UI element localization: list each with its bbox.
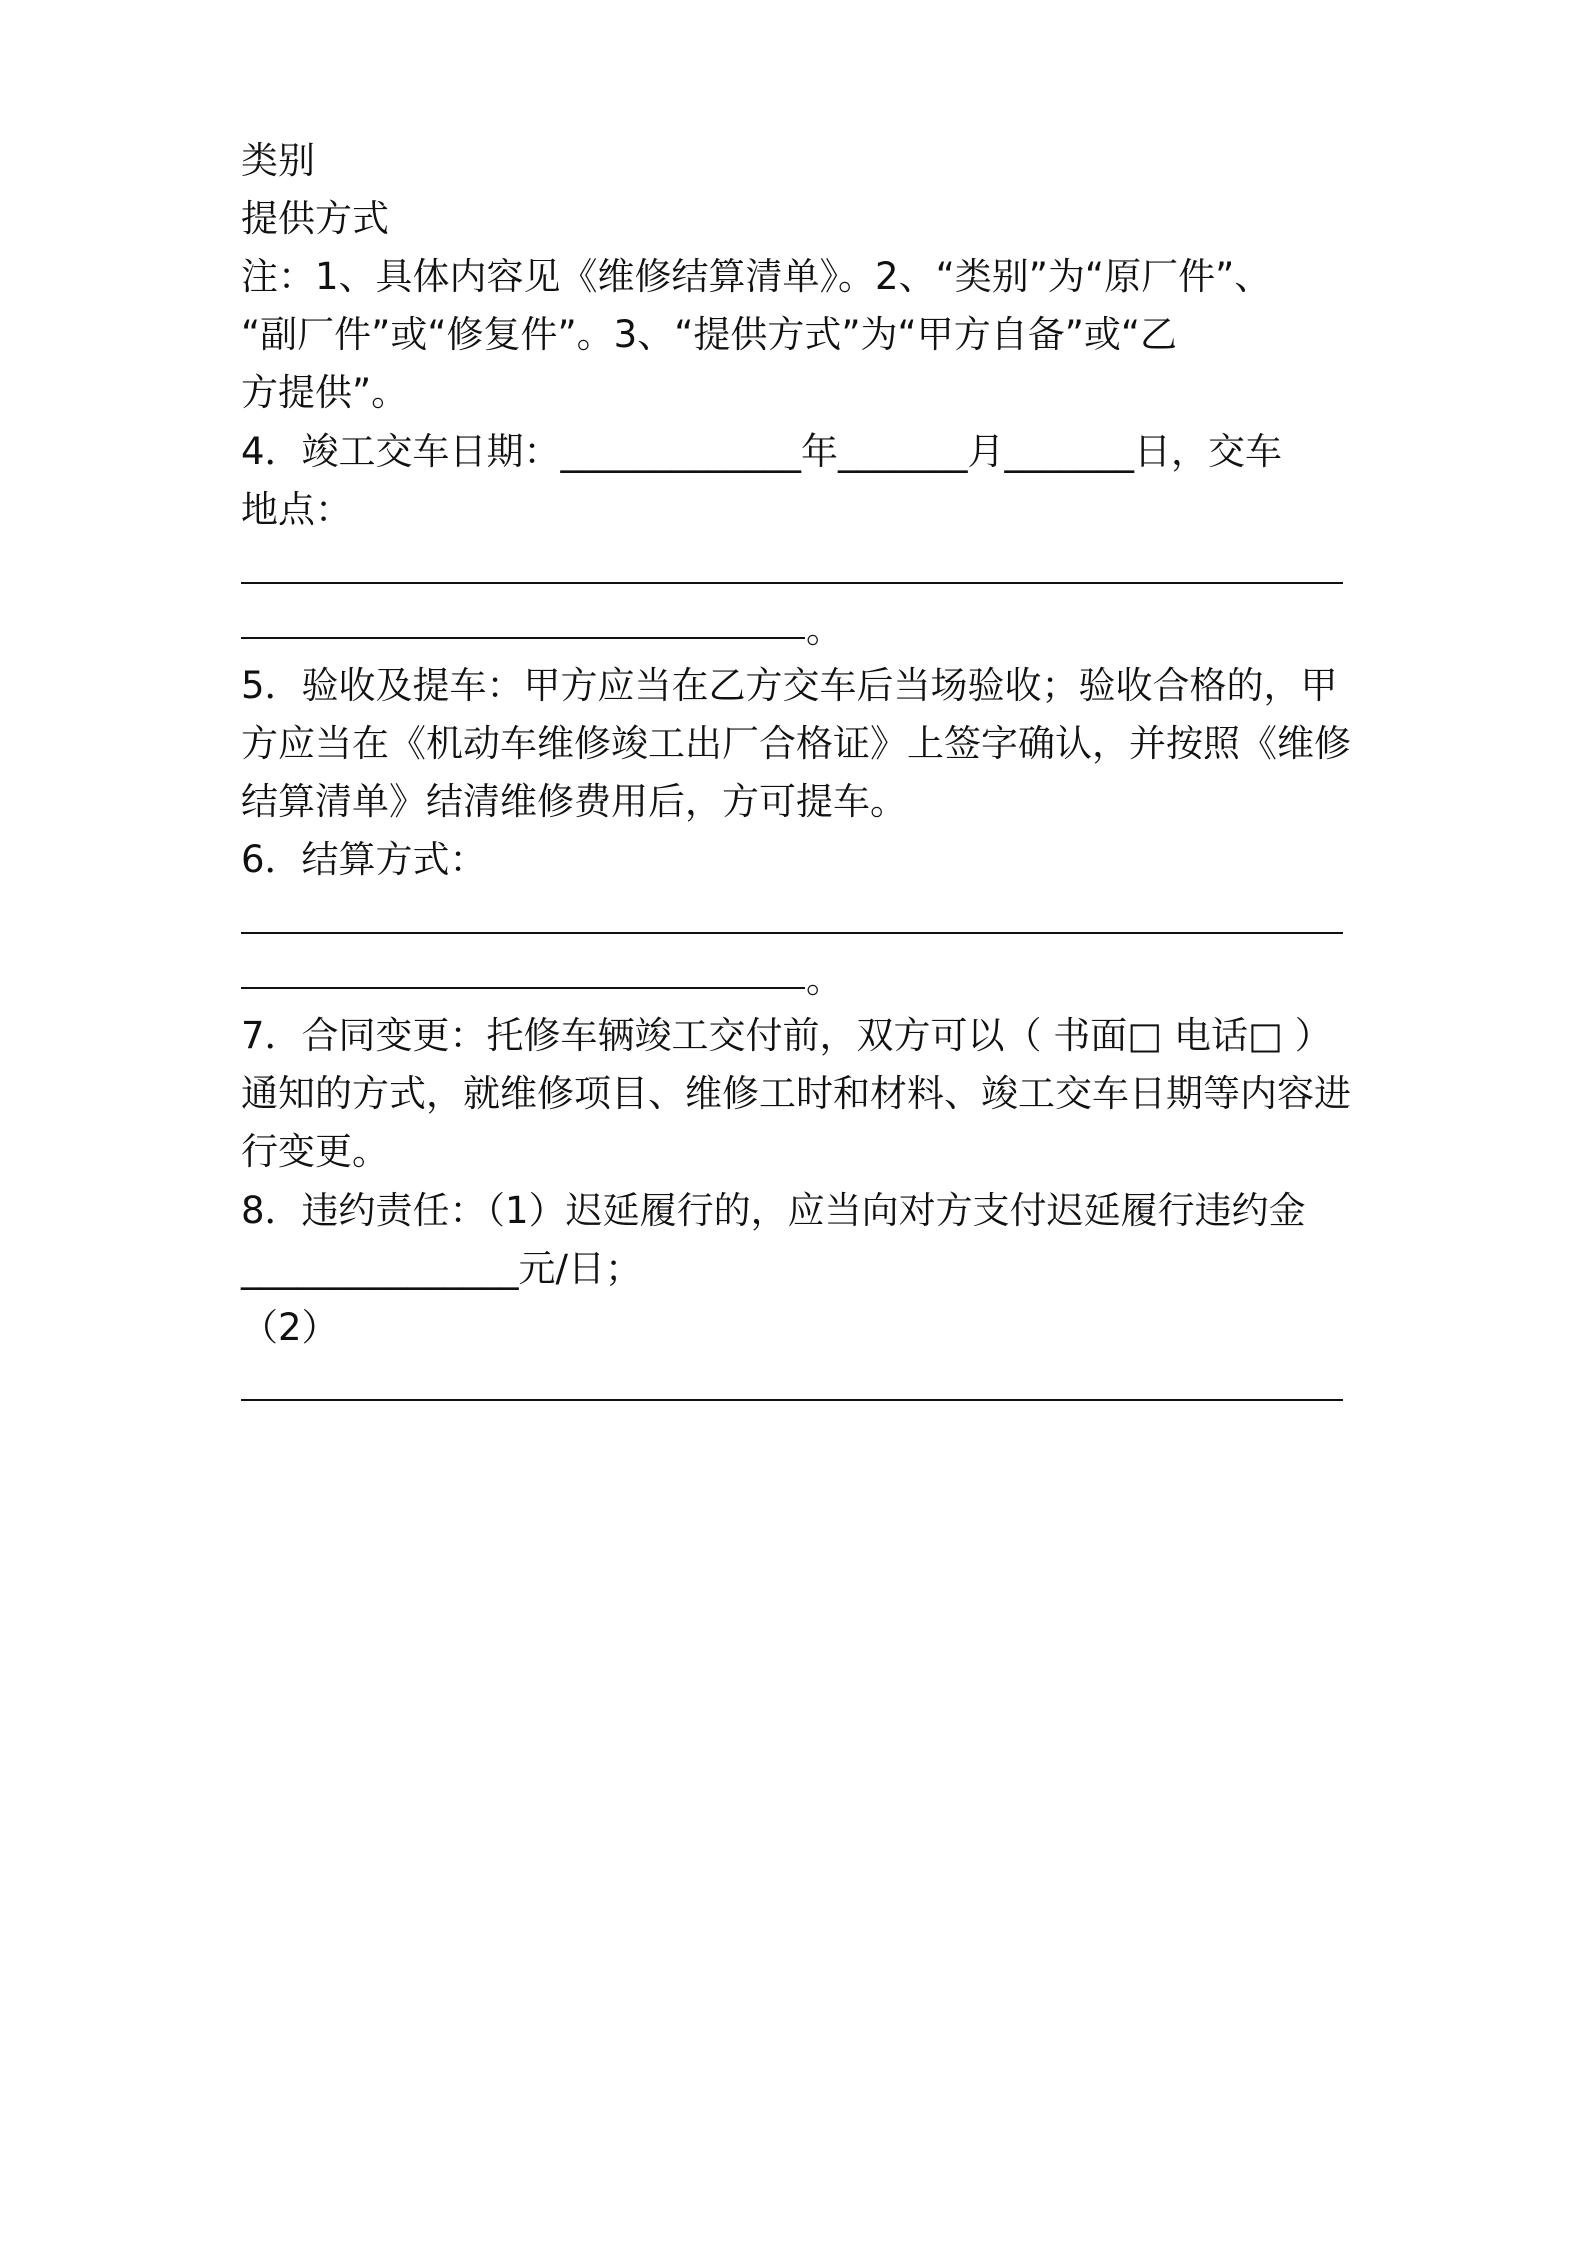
clause-8-item-2: （2） <box>241 1306 339 1349</box>
clause-4-completion-date: 4．竣工交车日期：_____________年_______月_______日，交车 <box>241 430 1283 473</box>
note-line-1: 注：1、具体内容见《维修结算清单》。2、“类别”为“原厂件”、 <box>241 255 1272 298</box>
clause-7-change-line-3: 行变更。 <box>241 1130 389 1173</box>
blank-line-liability <box>241 1399 1343 1401</box>
clause-8-liability-line-1: 8．违约责任：（1）迟延履行的，应当向对方支付迟延履行违约金 <box>241 1189 1306 1232</box>
blank-line-end-mark: 。 <box>806 958 843 1001</box>
clause-4-delivery-place-label: 地点： <box>241 488 352 531</box>
blank-line-settlement-2 <box>241 987 805 989</box>
clause-5-acceptance-line-2: 方应当在《机动车维修竣工出厂合格证》上签字确认，并按照《维修 <box>241 722 1351 765</box>
blank-line-delivery-place-1 <box>241 582 1343 584</box>
clause-5-acceptance-line-1: 5．验收及提车：甲方应当在乙方交车后当场验收；验收合格的，甲 <box>241 664 1338 707</box>
note-line-3: 方提供”。 <box>241 371 409 414</box>
blank-line-delivery-place-2 <box>241 637 805 639</box>
text-supply-method: 提供方式 <box>241 197 389 240</box>
blank-line-end-mark: 。 <box>806 608 843 651</box>
clause-7-change-line-2: 通知的方式，就维修项目、维修工时和材料、竣工交车日期等内容进 <box>241 1072 1351 1115</box>
clause-5-acceptance-line-3: 结算清单》结清维修费用后，方可提车。 <box>241 780 907 823</box>
blank-line-settlement-1 <box>241 932 1343 934</box>
note-line-2: “副厂件”或“修复件”。3、“提供方式”为“甲方自备”或“乙 <box>241 313 1178 356</box>
text-category: 类别 <box>241 139 315 182</box>
clause-7-change-line-1: 7．合同变更：托修车辆竣工交付前，双方可以（ 书面□ 电话□ ） <box>241 1014 1332 1057</box>
clause-6-settlement-label: 6．结算方式： <box>241 838 487 881</box>
clause-8-liability-line-2: _______________元/日； <box>241 1247 642 1290</box>
